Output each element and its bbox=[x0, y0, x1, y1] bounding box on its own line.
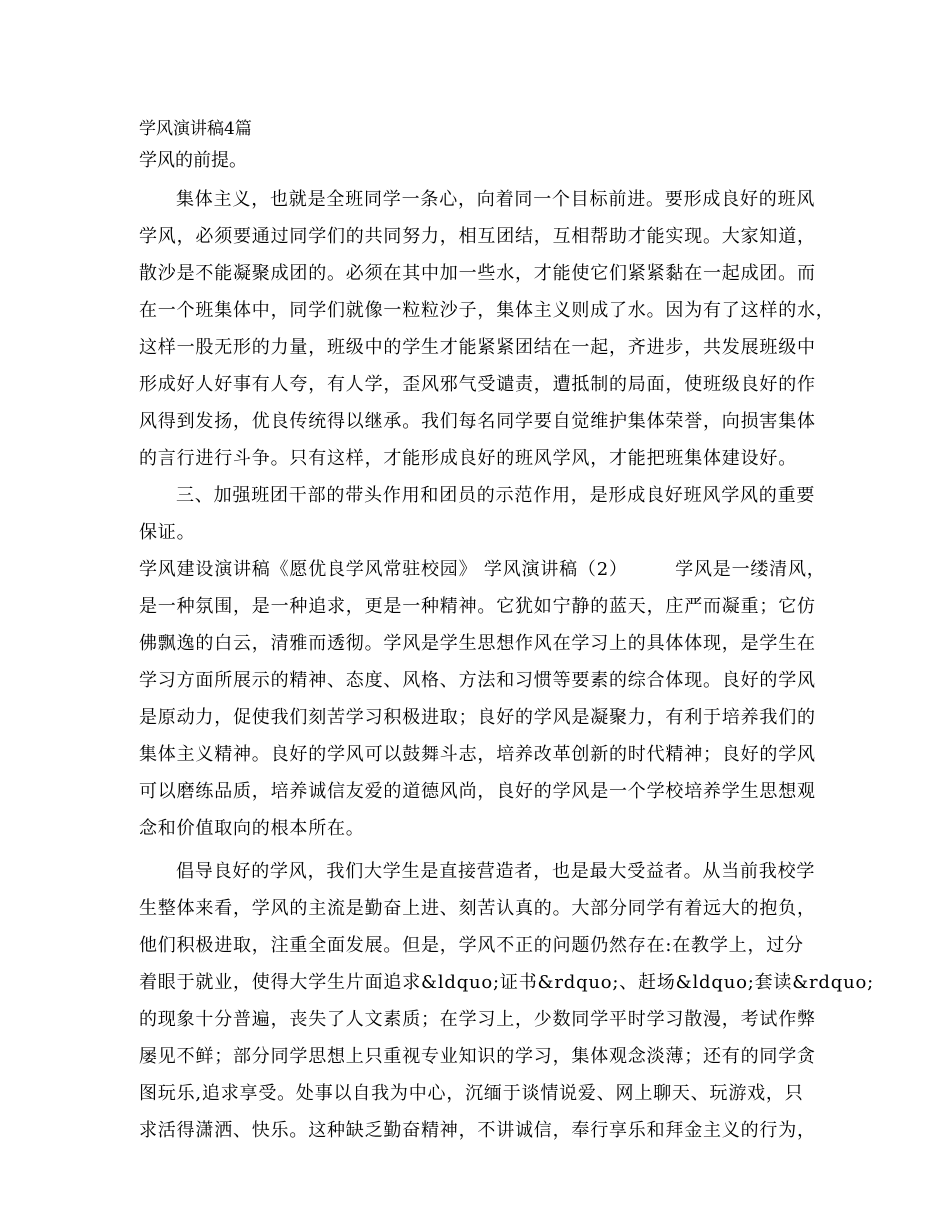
paragraph-line: 三、加强班团干部的带头作用和团员的示范作用，是形成良好班风学风的重要 bbox=[176, 485, 816, 506]
paragraph-line: 是原动力，促使我们刻苦学习积极进取；良好的学风是凝聚力，有利于培养我们的 bbox=[139, 707, 816, 728]
paragraph-line: 集体主义精神。良好的学风可以鼓舞斗志，培养改革创新的时代精神；良好的学风 bbox=[139, 744, 816, 765]
paragraph-line: 着眼于就业，使得大学生片面追求&ldquo;证书&rdquo;、赶场&ldquo;套读&rdquo; bbox=[139, 972, 874, 993]
document-title: 学风演讲稿4篇 bbox=[139, 119, 252, 139]
paragraph-line: 集体主义，也就是全班同学一条心，向着同一个目标前进。要形成良好的班风 bbox=[176, 189, 816, 210]
paragraph-line: 散沙是不能凝聚成团的。必须在其中加一些水，才能使它们紧紧黏在一起成团。而 bbox=[139, 263, 816, 284]
paragraph-line: 念和价值取向的根本所在。 bbox=[139, 818, 365, 839]
paragraph-line: 在一个班集体中，同学们就像一粒粒沙子，集体主义则成了水。因为有了这样的水， bbox=[139, 300, 835, 321]
paragraph-line: 倡导良好的学风，我们大学生是直接营造者，也是最大受益者。从当前我校学 bbox=[176, 861, 816, 882]
paragraph-line: 屡见不鲜；部分同学思想上只重视专业知识的学习，集体观念淡薄；还有的同学贪 bbox=[139, 1046, 816, 1067]
paragraph-line: 学风，必须要通过同学们的共同努力，相互团结，互相帮助才能实现。大家知道， bbox=[139, 226, 816, 247]
paragraph-line: 的言行进行斗争。只有这样，才能形成良好的班风学风，才能把班集体建设好。 bbox=[139, 448, 797, 469]
paragraph-line: 图玩乐,追求享受。处事以自我为中心，沉缅于谈情说爱、网上聊天、玩游戏，只 bbox=[139, 1083, 804, 1104]
paragraph-line: 生整体来看，学风的主流是勤奋上进、刻苦认真的。大部分同学有着远大的抱负， bbox=[139, 898, 816, 919]
section-heading-line: 学风建设演讲稿《愿优良学风常驻校园》 学风演讲稿（2） 学风是一缕清风， bbox=[139, 559, 826, 580]
paragraph-line: 学习方面所展示的精神、态度、风格、方法和习惯等要素的综合体现。良好的学风 bbox=[139, 670, 816, 691]
paragraph-line: 可以磨练品质，培养诚信友爱的道德风尚，良好的学风是一个学校培养学生思想观 bbox=[139, 781, 816, 802]
paragraph-line: 求活得潇洒、快乐。这种缺乏勤奋精神，不讲诚信，奉行享乐和拜金主义的行为， bbox=[139, 1120, 816, 1141]
paragraph-line: 形成好人好事有人夸，有人学，歪风邪气受谴责，遭抵制的局面，使班级良好的作 bbox=[139, 374, 816, 395]
document-subtitle: 学风的前提。 bbox=[139, 150, 247, 171]
paragraph-line: 的现象十分普遍，丧失了人文素质；在学习上，少数同学平时学习散漫，考试作弊 bbox=[139, 1009, 816, 1030]
paragraph-line: 是一种氛围，是一种追求，更是一种精神。它犹如宁静的蓝天，庄严而凝重；它仿 bbox=[139, 596, 816, 617]
paragraph-line: 这样一股无形的力量，班级中的学生才能紧紧团结在一起，齐进步，共发展班级中 bbox=[139, 337, 816, 358]
paragraph-line: 他们积极进取，注重全面发展。但是，学风不正的问题仍然存在:在教学上，过分 bbox=[139, 935, 804, 956]
document-body bbox=[139, 181, 874, 1149]
paragraph-line: 风得到发扬，优良传统得以继承。我们每名同学要自觉维护集体荣誉，向损害集体 bbox=[139, 411, 816, 432]
paragraph-line: 保证。 bbox=[139, 522, 196, 543]
paragraph-line: 佛飘逸的白云，清雅而透彻。学风是学生思想作风在学习上的具体体现，是学生在 bbox=[139, 633, 816, 654]
